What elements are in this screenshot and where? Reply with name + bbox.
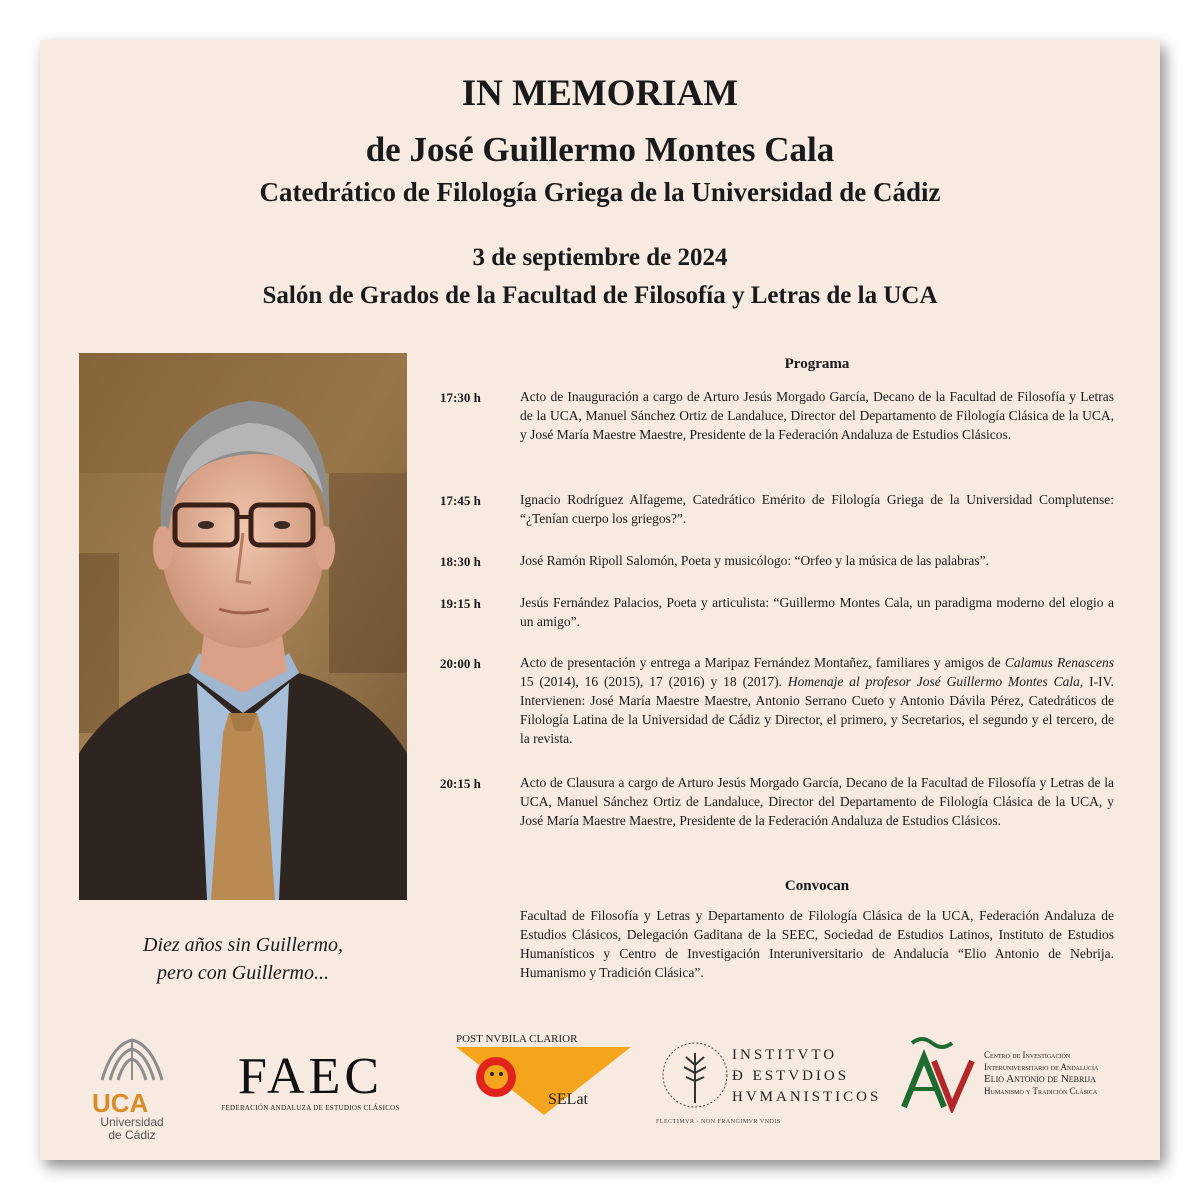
program-item: José Ramón Ripoll Salomón, Poeta y musicólogo: “Orfeo y la música de las palabras”. xyxy=(520,553,990,568)
caption-line-2: pero con Guillermo... xyxy=(156,962,329,984)
program-time: 20:00 h xyxy=(440,656,481,671)
program-time: 17:30 h xyxy=(440,390,481,405)
ieh-logo: INSTITVTO Ð ESTVDIOS HVMANISTICOS FLECTIMVR · NON FRANGIMVR VNDIS xyxy=(660,1035,860,1120)
program-item: Acto de Inauguración a cargo de Arturo Jesús Morgado García, Decano de la Facultad de Filosofía y Letras de la UCA, Manuel Sánchez Ortiz de Landaluce, Director del Departamento de Filología Clásica de la UCA, y José María Maestre Maestre, Presidente de la Federación Andaluza de Estudios Clásicos. xyxy=(520,389,1114,442)
portrait-photo xyxy=(79,353,407,900)
event-venue: Salón de Grados de la Facultad de Filosofía y Letras de la UCA xyxy=(262,282,938,309)
program-time: 18:30 h xyxy=(440,554,481,569)
program-item: Acto de Clausura a cargo de Arturo Jesús Morgado García, Decano de la Facultad de Filosofía y Letras de la UCA, Manuel Sánchez Ortiz de Landaluce, Director del Departamento de Filología Clásica de la UCA, y José María Maestre Maestre, Presidente de la Federación Andaluza de Estudios Clásicos. xyxy=(520,775,1114,828)
program-time: 19:15 h xyxy=(440,596,481,611)
event-date: 3 de septiembre de 2024 xyxy=(472,244,728,271)
program-time: 17:45 h xyxy=(440,493,481,508)
uca-emblem-icon xyxy=(92,1035,172,1085)
nebrija-av-icon xyxy=(898,1035,976,1113)
title: IN MEMORIAM xyxy=(461,73,739,114)
program-item: Jesús Fernández Palacios, Poeta y articulista: “Guillermo Montes Cala, un paradigma moderno del elogio a un amigo”. xyxy=(520,595,1114,629)
program-title: Programa xyxy=(784,356,850,372)
convocan-title: Convocan xyxy=(784,878,850,894)
reed-emblem-icon xyxy=(660,1035,730,1115)
selat-logo: POST NVBILA CLARIOR SELat xyxy=(456,1033,631,1118)
nebrija-logo: Centro de Investigación Interuniversitario de Andalucía Elio Antonio de Nebrija Humanismo y Tradición Clásica xyxy=(898,1035,1118,1120)
caption-line-1: Diez años sin Guillermo, xyxy=(143,934,343,956)
program-item: Acto de presentación y entrega a Maripaz Fernández Montañez, familiares y amigos de Calamus Renascens 15 (2014), 16 (2015), 17 (2016) y 18 (2017). Homenaje al profesor José Guillermo Montes Cala, I-IV. Intervienen: José María Maestre Maestre, Antonio Serrano Cueto y Antonio Dávila Pérez, Catedráticos de Filología Latina de la Universidad de Cádiz y Director, el primero, y Secretarios, el segundo y el tercero, de la revista. xyxy=(520,655,1115,746)
selat-triangle-icon xyxy=(456,1045,631,1117)
honoree-position: Catedrático de Filología Griega de la Universidad de Cádiz xyxy=(259,177,941,207)
program-item: Ignacio Rodríguez Alfageme, Catedrático Emérito de Filología Griega de la Universidad Complutense: “¿Tenían cuerpo los griegos?”. xyxy=(520,492,1114,526)
uca-logo: UCA Universidad de Cádiz xyxy=(92,1035,172,1135)
convocan-text: Facultad de Filosofía y Letras y Departamento de Filología Clásica de la UCA, Federación Andaluza de Estudios Clásicos, Delegación Gaditana de la SEEC, Sociedad de Estudios Latinos, Instituto de Estudios Humanísticos y Centro de Investigación Interuniversitario de Andalucía “Elio Antonio de Nebrija. Humanismo y Tradición Clásica”. xyxy=(520,908,1114,980)
program-time: 20:15 h xyxy=(440,776,481,791)
honoree-name: de José Guillermo Montes Cala xyxy=(365,130,835,169)
faec-logo: FAEC FEDERACIÓN ANDALUZA DE ESTUDIOS CLÁSICOS xyxy=(221,1048,400,1112)
